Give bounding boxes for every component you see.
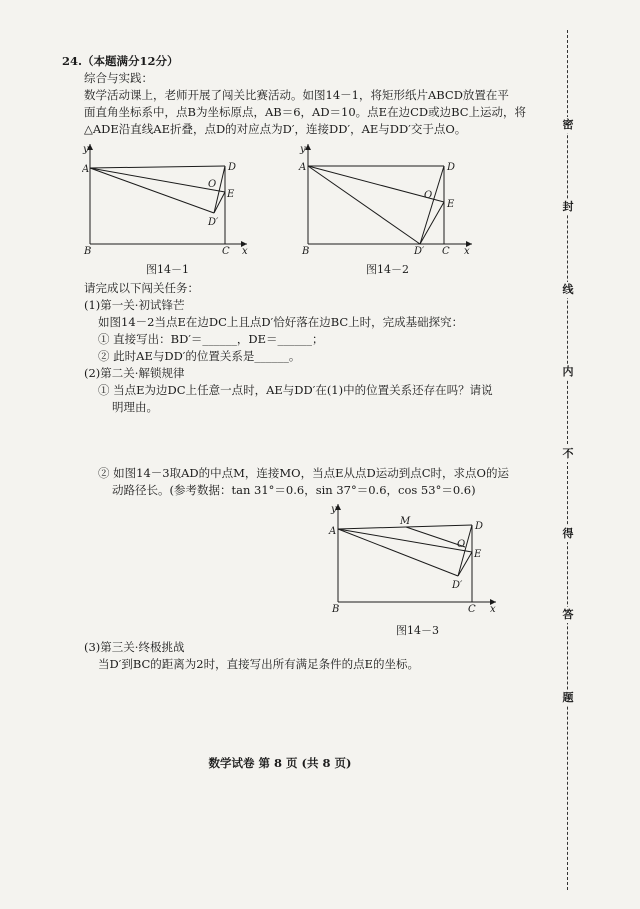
f1-label-c: C bbox=[222, 246, 230, 257]
seal-char-2: 封 bbox=[560, 199, 576, 215]
tasks-intro: 请完成以下闯关任务： bbox=[84, 281, 199, 295]
figure-14-2-caption: 图14－2 bbox=[366, 263, 409, 276]
question-line-1: 数学活动课上，老师开展了闯关比赛活动。如图14－1，将矩形纸片ABCD放置在平 bbox=[84, 88, 509, 102]
f1-label-dprime: D′ bbox=[208, 217, 219, 228]
f3-label-d: D bbox=[475, 521, 484, 532]
f1-label-d: D bbox=[228, 162, 237, 173]
f3-label-e: E bbox=[474, 549, 482, 560]
f3-label-o: O bbox=[457, 539, 466, 550]
seal-char-3: 线 bbox=[560, 282, 576, 298]
figure-14-2 bbox=[296, 140, 476, 258]
question-line-3: △ADE沿直线AE折叠，点D的对应点为D′，连接DD′，AE与DD′交于点O。 bbox=[84, 122, 467, 136]
f1-label-a: A bbox=[82, 164, 90, 175]
stage-2-q2-line-1: ② 如图14－3取AD的中点M，连接MO，当点E从点D运动到点C时，求点O的运 bbox=[98, 466, 509, 480]
seal-char-1: 密 bbox=[560, 117, 576, 133]
f2-label-x: x bbox=[464, 246, 470, 257]
f2-label-a: A bbox=[299, 162, 307, 173]
stage-1-q2: ② 此时AE与DD′的位置关系是______。 bbox=[98, 349, 301, 363]
f1-label-y: y bbox=[83, 144, 89, 155]
f2-label-y: y bbox=[300, 144, 306, 155]
f2-label-c: C bbox=[442, 246, 450, 257]
figure-14-3 bbox=[328, 500, 500, 618]
seal-char-5: 不 bbox=[560, 446, 576, 462]
stage-2-q2-line-2: 动路径长。(参考数据：tan 31°＝0.6，sin 37°＝0.6，cos 53°＝0.6) bbox=[112, 483, 476, 497]
f3-label-x: x bbox=[490, 604, 496, 615]
f1-label-o: O bbox=[208, 179, 217, 190]
f3-label-a: A bbox=[329, 526, 337, 537]
f3-label-b: B bbox=[332, 604, 340, 615]
f2-label-o: O bbox=[424, 190, 433, 201]
figure-14-3-caption: 图14－3 bbox=[396, 624, 439, 637]
f3-label-m: M bbox=[400, 516, 411, 527]
page-footer: 数学试卷 第 8 页 (共 8 页) bbox=[208, 756, 352, 770]
question-line-2: 面直角坐标系中，点B为坐标原点，AB＝6，AD＝10。点E在边CD或边BC上运动，将 bbox=[84, 105, 527, 119]
seal-char-7: 答 bbox=[560, 607, 576, 623]
f1-label-x: x bbox=[242, 246, 248, 257]
figure-14-1-caption: 图14－1 bbox=[146, 263, 189, 276]
f3-label-dprime: D′ bbox=[452, 580, 463, 591]
stage-1-title: (1)第一关·初试锋芒 bbox=[84, 298, 185, 312]
f2-label-b: B bbox=[302, 246, 310, 257]
seal-char-4: 内 bbox=[560, 364, 576, 380]
stage-1-q1: ① 直接写出：BD′＝______，DE＝______； bbox=[98, 332, 324, 346]
f3-label-y: y bbox=[331, 504, 337, 515]
question-topic: 综合与实践： bbox=[84, 71, 153, 85]
stage-2-title: (2)第二关·解锁规律 bbox=[84, 366, 185, 380]
stage-2-q1-line-1: ① 当点E为边DC上任意一点时，AE与DD′在(1)中的位置关系还存在吗？请说 bbox=[98, 383, 493, 397]
f2-label-dprime: D′ bbox=[414, 246, 425, 257]
seal-char-6: 得 bbox=[560, 526, 576, 542]
figure-14-1 bbox=[82, 140, 252, 258]
f2-label-e: E bbox=[447, 199, 455, 210]
stage-1-text: 如图14－2当点E在边DC上且点D′恰好落在边BC上时，完成基础探究： bbox=[98, 315, 464, 329]
seal-char-8: 题 bbox=[560, 690, 576, 706]
f2-label-d: D bbox=[447, 162, 456, 173]
f1-label-e: E bbox=[227, 189, 235, 200]
stage-3-text: 当D′到BC的距离为2时，直接写出所有满足条件的点E的坐标。 bbox=[98, 657, 420, 671]
question-header: 24.（本题满分12分） bbox=[62, 54, 179, 68]
f3-label-c: C bbox=[468, 604, 476, 615]
stage-2-q1-line-2: 明理由。 bbox=[112, 400, 158, 414]
stage-3-title: (3)第三关·终极挑战 bbox=[84, 640, 185, 654]
f1-label-b: B bbox=[84, 246, 92, 257]
